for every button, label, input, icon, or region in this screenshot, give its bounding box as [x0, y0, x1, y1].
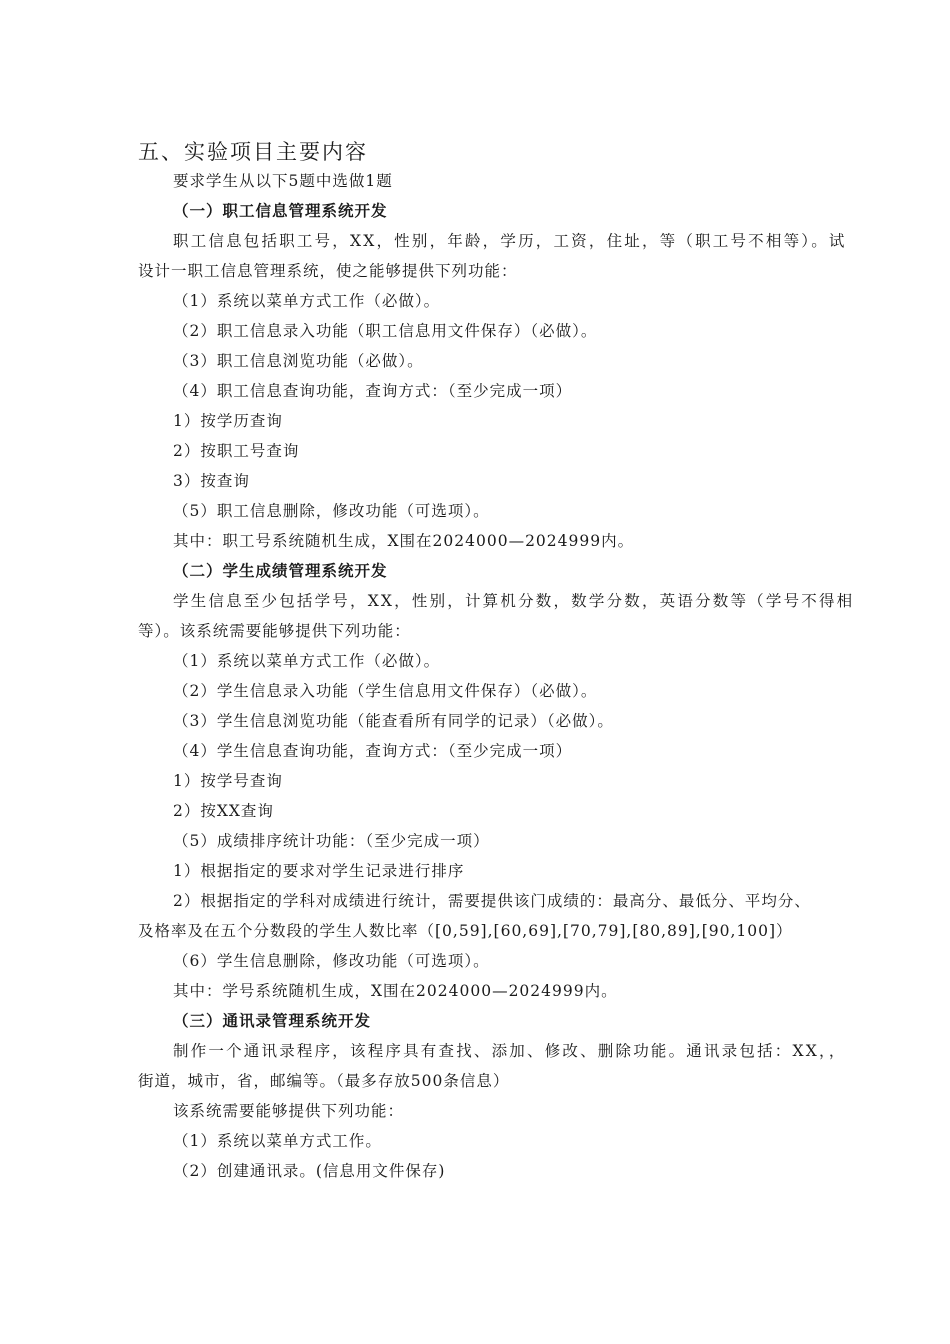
- list-item: （6）学生信息删除，修改功能（可选项）。: [173, 952, 490, 970]
- subsection-title-2: （二）学生成绩管理系统开发: [173, 562, 388, 580]
- list-item: 2）根据指定的学科对成绩进行统计，需要提供该门成绩的：最高分、最低分、平均分、: [173, 892, 811, 910]
- list-item: 1）根据指定的要求对学生记录进行排序: [173, 862, 465, 880]
- list-item: 及格率及在五个分数段的学生人数比率（[0,59],[60,69],[70,79],[80,89],[90,100]）: [138, 922, 793, 940]
- list-item: （1）系统以菜单方式工作（必做）。: [173, 652, 441, 670]
- subsection-title-1: （一）职工信息管理系统开发: [173, 202, 388, 220]
- subsection-title-3: （三）通讯录管理系统开发: [173, 1012, 372, 1030]
- list-item: 1）按学号查询: [173, 772, 283, 790]
- paragraph-line: 等）。该系统需要能够提供下列功能：: [138, 622, 411, 640]
- list-item: （1）系统以菜单方式工作（必做）。: [173, 292, 441, 310]
- list-item: 2）按XX查询: [173, 802, 274, 820]
- list-item: （5）职工信息删除，修改功能（可选项）。: [173, 502, 490, 520]
- intro-text: 要求学生从以下5题中选做1题: [173, 172, 393, 190]
- paragraph-line: 设计一职工信息管理系统，使之能够提供下列功能：: [138, 262, 518, 280]
- list-item: （3）学生信息浏览功能（能查看所有同学的记录）（必做）。: [173, 712, 614, 730]
- paragraph-line: 学生信息至少包括学号，XX，性别，计算机分数，数学分数，英语分数等（学号不得相: [173, 592, 855, 610]
- list-item: （3）职工信息浏览功能（必做）。: [173, 352, 424, 370]
- paragraph-line: 制作一个通讯录程序，该程序具有查找、添加、修改、删除功能。通讯录包括：XX，，: [173, 1042, 847, 1060]
- note-text: 其中：学号系统随机生成，X围在2024000—2024999内。: [173, 982, 618, 1000]
- list-item: （4）学生信息查询功能，查询方式：（至少完成一项）: [173, 742, 573, 760]
- list-item: 3）按查询: [173, 472, 250, 490]
- list-item: （1）系统以菜单方式工作。: [173, 1132, 382, 1150]
- list-item: 1）按学历查询: [173, 412, 283, 430]
- paragraph-line: 该系统需要能够提供下列功能：: [173, 1102, 405, 1120]
- list-item: 2）按职工号查询: [173, 442, 300, 460]
- list-item: （2）学生信息录入功能（学生信息用文件保存）（必做）。: [173, 682, 598, 700]
- list-item: （5）成绩排序统计功能：（至少完成一项）: [173, 832, 490, 850]
- section-heading: 五、实验项目主要内容: [138, 140, 368, 164]
- list-item: （4）职工信息查询功能，查询方式：（至少完成一项）: [173, 382, 573, 400]
- list-item: （2）创建通讯录。(信息用文件保存): [173, 1162, 446, 1180]
- paragraph-line: 街道，城市，省，邮编等。（最多存放500条信息）: [138, 1072, 510, 1090]
- paragraph-line: 职工信息包括职工号，XX，性别，年龄，学历，工资，住址，等（职工号不相等）。试: [173, 232, 847, 250]
- list-item: （2）职工信息录入功能（职工信息用文件保存）（必做）。: [173, 322, 598, 340]
- note-text: 其中：职工号系统随机生成，X围在2024000—2024999内。: [173, 532, 635, 550]
